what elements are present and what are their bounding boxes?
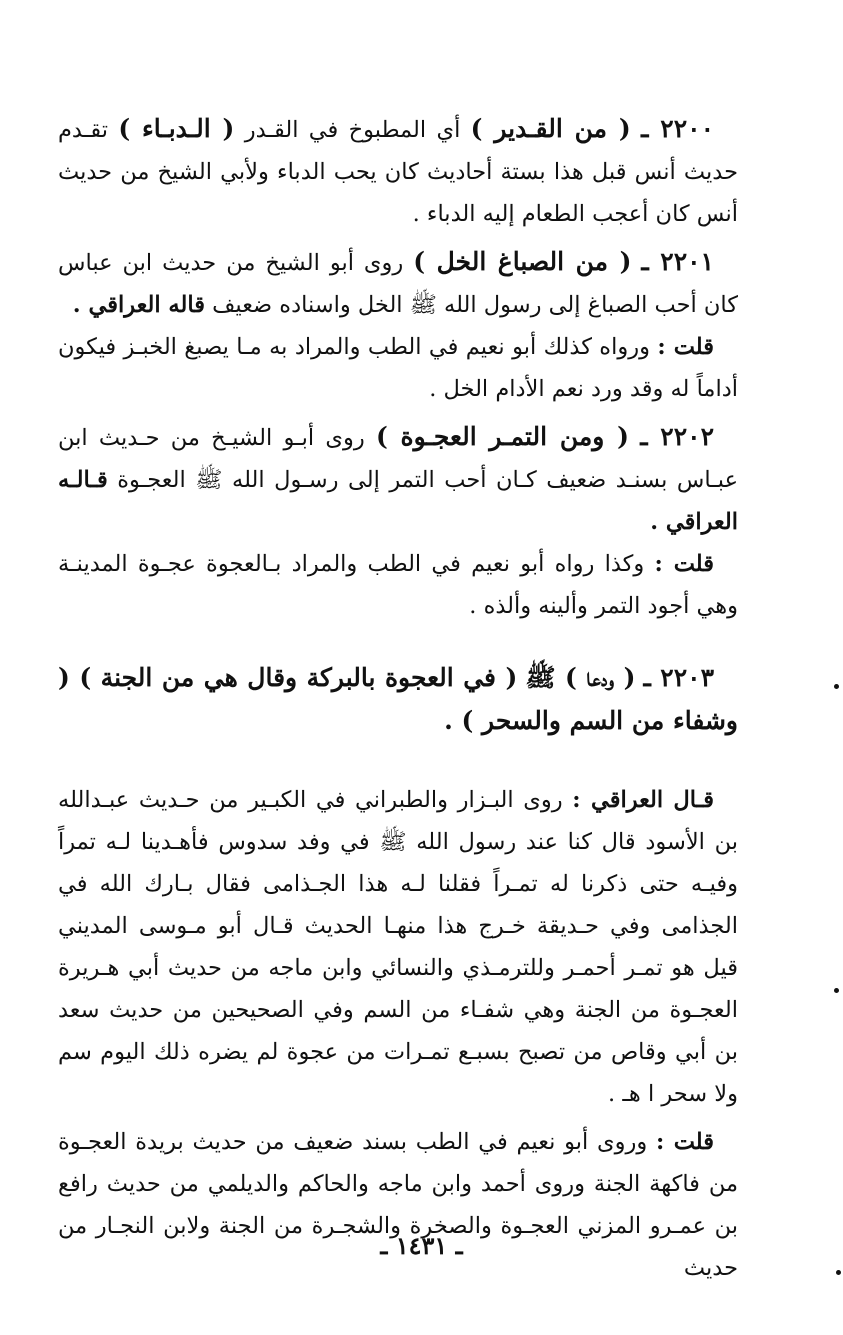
entry-heading-2: ( الـدبـاء ) (118, 114, 235, 143)
entry-text: روى أبو الشيخ من حديث ابن عباس كان أحب الصباغ إلى رسول الله ﷺ الخل واسناده ضعيف (58, 250, 738, 318)
entry-2202-note (58, 543, 738, 627)
margin-mark (834, 684, 839, 689)
entry-number: ٢٢٠٠ ـ (641, 114, 715, 143)
entry-number: ٢٢٠١ ـ (641, 247, 714, 276)
entry-text: تقـدم حديث أنس قبل هذا بستة أحاديث كان يحب الدباء ولأبي الشيخ من حديث أنس كان أعجب الطعام إليه الدباء . (58, 117, 738, 227)
entry-2200 (58, 108, 738, 235)
qult-label: قلت : (657, 334, 715, 360)
qult-text: ورواه كذلك أبو نعيم في الطب والمراد به مـا يصبغ الخبـز فيكون أداماً له وقد ورد نعم الأدام الخل . (58, 334, 738, 402)
entry-2203 (58, 657, 738, 743)
entry-reference: قاله العراقي . (72, 292, 205, 318)
entry-heading: ( من القـدير ) (470, 114, 631, 143)
iraqi-commentary (58, 779, 738, 1115)
entry-text: روى أبـو الشيـخ من حـديث ابن عبـاس بسنـد ضعيف كـان أحب التمر إلى رسـول الله ﷺ العجـوة (58, 425, 738, 493)
entry-number: ٢٢٠٣ ـ (643, 663, 715, 692)
entry-heading-2: ( في العجوة بالبركة وقال هي من الجنة ) ( وشفاء من السم والسحر ) . (58, 663, 738, 735)
entry-2202 (58, 416, 738, 543)
entry-heading: ( ودعا ) ﷺ (525, 663, 636, 692)
page-body (58, 108, 738, 1289)
margin-mark (834, 988, 839, 993)
iraqi-text: روى البـزار والطبراني في الكبـير من حـديث عبـدالله بن الأسود قال كنا عند رسول الله ﷺ في وفد سدوس فأهـدينا لـه تمراً وفيـه حتى ذكرنا له تمـراً فقلنا لـه هذا الجـذامى فقال بـارك الله في الجذامى وفي حـديقة خـرج هذا منهـا الحديث قـال أبو مـوسى المديني قيل هو تمـر أحمـر وللترمـذي والنسائي وابن ماجه من حديث أبي هـريرة العجـوة من الجنة وهي شفـاء من السم وفي الصحيحين من حديث سعد بن أبي وقاص من تصبح بسبـع تمـرات من عجوة لم يضره ذلك اليوم سم ولا سحر ا هـ . (58, 787, 738, 1107)
iraqi-label: قـال العراقي : (572, 787, 714, 813)
entry-2201 (58, 241, 738, 326)
entry-text: أي المطبوخ في القـدر (244, 117, 461, 143)
qult-label: قلت : (655, 1129, 715, 1155)
margin-mark (836, 1270, 841, 1275)
final-text: وروى أبو نعيم في الطب بسند ضعيف من حديث بريدة العجـوة من فاكهة الجنة وروى أحمد وابن ماجه والحاكم والديلمي من حديث رافع بن عمـرو المزني العجـوة والصخرة والشجـرة من الجنة ولابن النجـار من حديث (58, 1129, 738, 1281)
entry-heading: ( ومن التمـر العجـوة ) (375, 422, 629, 451)
entry-number: ٢٢٠٢ ـ (640, 422, 714, 451)
qult-label: قلت : (654, 551, 714, 577)
qult-text: وكذا رواه أبو نعيم في الطب والمراد بـالعجوة عجـوة المدينـة وهي أجود التمر وألينه وألذه . (58, 551, 738, 619)
entry-reference: قـالـه العراقي . (58, 467, 738, 535)
page-number: ـ ١٤٣١ ـ (380, 1231, 463, 1260)
entry-2201-note (58, 326, 738, 410)
entry-heading: ( من الصباغ الخل ) (413, 247, 632, 276)
